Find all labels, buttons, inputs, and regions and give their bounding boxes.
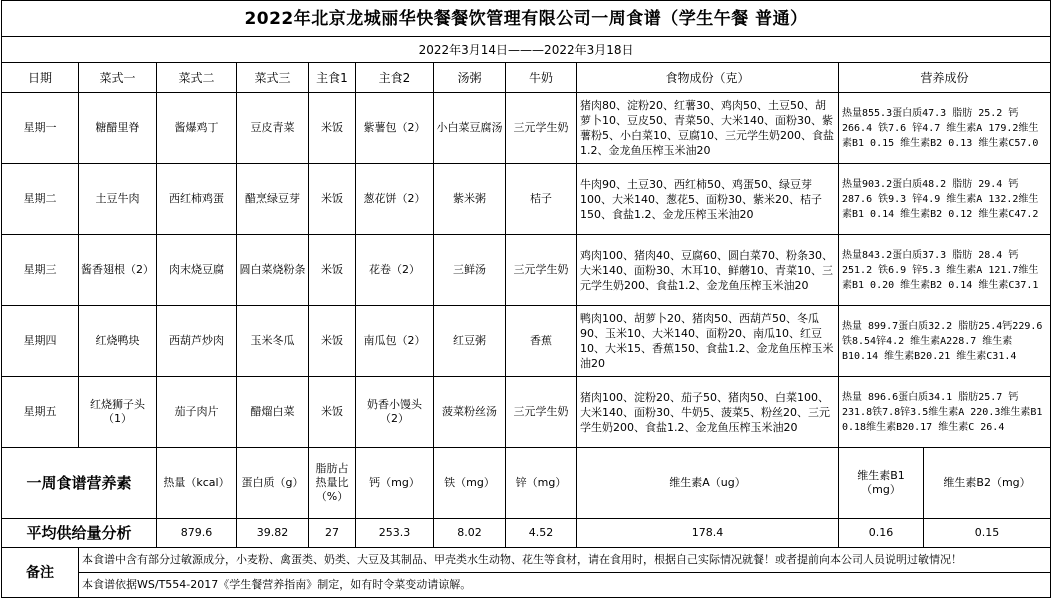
staple1-cell: 米饭 [309, 235, 356, 306]
day-cell: 星期二 [2, 164, 79, 235]
page-title: 2022年北京龙城丽华快餐餐饮管理有限公司一周食谱（学生午餐 普通） [2, 1, 1051, 37]
milk-cell: 三元学生奶 [506, 93, 577, 164]
soup-cell: 菠菜粉丝汤 [434, 377, 506, 448]
staple2-cell: 南瓜包（2） [356, 306, 434, 377]
weekly-header: 维生素B1（mg） [839, 448, 924, 519]
weekly-header: 维生素A（ug） [577, 448, 839, 519]
dish1-cell: 红烧狮子头（1） [79, 377, 157, 448]
staple2-cell: 紫薯包（2） [356, 93, 434, 164]
weekly-header: 维生素B2（mg） [924, 448, 1051, 519]
soup-cell: 三鲜汤 [434, 235, 506, 306]
header-soup: 汤粥 [434, 63, 506, 93]
dish3-cell: 玉米冬瓜 [237, 306, 309, 377]
weekly-header-row [2, 448, 1051, 519]
soup-cell: 红豆粥 [434, 306, 506, 377]
staple2-cell: 葱花饼（2） [356, 164, 434, 235]
ingredients-cell: 鸡肉100、猪肉40、豆腐60、圆白菜70、粉条30、大米140、面粉30、木耳10、鲜蘑10、青菜10、三元学生奶200、食盐1.2、金龙鱼压榨玉米油20 [577, 235, 839, 306]
staple1-cell: 米饭 [309, 93, 356, 164]
average-value: 4.52 [506, 519, 577, 548]
nutrition-cell: 热量903.2蛋白质48.2 脂肪 29.4 钙287.6 铁9.3 锌4.9 维生素A 132.2维生素B1 0.14 维生素B2 0.12 维生素C47.2 [839, 164, 1051, 235]
weekly-header: 锌（mg） [506, 448, 577, 519]
average-value: 39.82 [237, 519, 309, 548]
nutrition-cell: 热量855.3蛋白质47.3 脂肪 25.2 钙266.4 铁7.6 锌4.7 维生素A 179.2维生素B1 0.15 维生素B2 0.13 维生素C57.0 [839, 93, 1051, 164]
header-staple2: 主食2 [356, 63, 434, 93]
milk-cell: 桔子 [506, 164, 577, 235]
dish2-cell: 酱爆鸡丁 [157, 93, 237, 164]
dish1-cell: 酱香翅根（2） [79, 235, 157, 306]
weekly-label: 一周食谱营养素 [2, 448, 157, 519]
soup-cell: 紫米粥 [434, 164, 506, 235]
weekly-header: 蛋白质（g） [237, 448, 309, 519]
staple2-cell: 花卷（2） [356, 235, 434, 306]
ingredients-cell: 鸭肉100、胡萝卜20、猪肉50、西葫芦50、冬瓜90、玉米10、大米140、面粉20、南瓜10、红豆10、大米15、香蕉150、食盐1.2、金龙鱼压榨玉米油20 [577, 306, 839, 377]
soup-cell: 小白菜豆腐汤 [434, 93, 506, 164]
average-label: 平均供给量分析 [2, 519, 157, 548]
milk-cell: 香蕉 [506, 306, 577, 377]
header-ingredients: 食物成份（克） [577, 63, 839, 93]
staple1-cell: 米饭 [309, 377, 356, 448]
notes-label: 备注 [2, 548, 79, 598]
ingredients-cell: 牛肉90、土豆30、西红柿50、鸡蛋50、绿豆芽100、大米140、葱花5、面粉30、紫米20、桔子150、食盐1.2、金龙压榨玉米油20 [577, 164, 839, 235]
header-row [2, 63, 1051, 93]
nutrition-cell: 热量843.2蛋白质37.3 脂肪 28.4 钙251.2 铁6.9 锌5.3 维生素A 121.7维生素B1 0.20 维生素B2 0.14 维生素C37.1 [839, 235, 1051, 306]
day-cell: 星期四 [2, 306, 79, 377]
weekly-header: 热量（kcal） [157, 448, 237, 519]
nutrition-cell: 热量 899.7蛋白质32.2 脂肪25.4钙229.6铁8.54锌4.2 维生素A228.7 维生素B10.14 维生素B20.21 维生素C31.4 [839, 306, 1051, 377]
dish2-cell: 西葫芦炒肉 [157, 306, 237, 377]
day-cell: 星期三 [2, 235, 79, 306]
dish1-cell: 红烧鸭块 [79, 306, 157, 377]
table-row [2, 164, 1051, 235]
table-row [2, 235, 1051, 306]
dish1-cell: 糖醋里脊 [79, 93, 157, 164]
header-nutrition: 营养成份 [839, 63, 1051, 93]
nutrition-cell: 热量 896.6蛋白质34.1 脂肪25.7 钙231.8铁7.8锌3.5维生素A 220.3维生素B1 0.18维生素B20.17 维生素C 26.4 [839, 377, 1051, 448]
notes-row [2, 548, 1051, 573]
header-milk: 牛奶 [506, 63, 577, 93]
average-value: 879.6 [157, 519, 237, 548]
dish3-cell: 醋熘白菜 [237, 377, 309, 448]
table-row [2, 377, 1051, 448]
day-cell: 星期五 [2, 377, 79, 448]
day-cell: 星期一 [2, 93, 79, 164]
staple1-cell: 米饭 [309, 164, 356, 235]
milk-cell: 三元学生奶 [506, 377, 577, 448]
dish2-cell: 西红柿鸡蛋 [157, 164, 237, 235]
header-dish2: 菜式二 [157, 63, 237, 93]
dish1-cell: 土豆牛肉 [79, 164, 157, 235]
average-value: 27 [309, 519, 356, 548]
ingredients-cell: 猪肉100、淀粉20、茄子50、猪肉50、白菜100、大米140、面粉30、牛奶5、菠菜5、粉丝20、三元学生奶200、食盐1.2、金龙鱼压榨玉米油20 [577, 377, 839, 448]
staple1-cell: 米饭 [309, 306, 356, 377]
dish3-cell: 圆白菜烧粉条 [237, 235, 309, 306]
header-dish1: 菜式一 [79, 63, 157, 93]
date-range: 2022年3月14日———2022年3月18日 [2, 37, 1051, 63]
average-value: 8.02 [434, 519, 506, 548]
dish3-cell: 豆皮青菜 [237, 93, 309, 164]
header-day: 日期 [2, 63, 79, 93]
menu-table [1, 0, 1051, 598]
notes-line1: 本食谱中含有部分过敏源成分，小麦粉、禽蛋类、奶类、大豆及其制品、甲壳类水生动物、花生等食材，请在食用时，根据自己实际情况就餐！或者提前向本公司人员说明过敏情况！ [79, 548, 1051, 573]
header-staple1: 主食1 [309, 63, 356, 93]
weekly-header: 钙（mg） [356, 448, 434, 519]
notes-line2: 本食谱依据WS/T554-2017《学生餐营养指南》制定，如有时令菜变动请谅解。 [79, 573, 1051, 598]
dish2-cell: 肉末烧豆腐 [157, 235, 237, 306]
dish2-cell: 茄子肉片 [157, 377, 237, 448]
staple2-cell: 奶香小馒头（2） [356, 377, 434, 448]
table-row [2, 306, 1051, 377]
weekly-header: 脂肪占热量比（%） [309, 448, 356, 519]
dish3-cell: 醋烹绿豆芽 [237, 164, 309, 235]
average-value: 0.16 [839, 519, 924, 548]
table-row [2, 93, 1051, 164]
weekly-header: 铁（mg） [434, 448, 506, 519]
average-value: 253.3 [356, 519, 434, 548]
average-row [2, 519, 1051, 548]
milk-cell: 三元学生奶 [506, 235, 577, 306]
ingredients-cell: 猪肉80、淀粉20、红薯30、鸡肉50、土豆50、胡萝卜10、豆皮50、青菜50、大米140、面粉30、紫薯粉5、小白菜10、豆腐10、三元学生奶200、食盐1.2、金龙鱼压榨玉米油20 [577, 93, 839, 164]
average-value: 0.15 [924, 519, 1051, 548]
header-dish3: 菜式三 [237, 63, 309, 93]
average-value: 178.4 [577, 519, 839, 548]
